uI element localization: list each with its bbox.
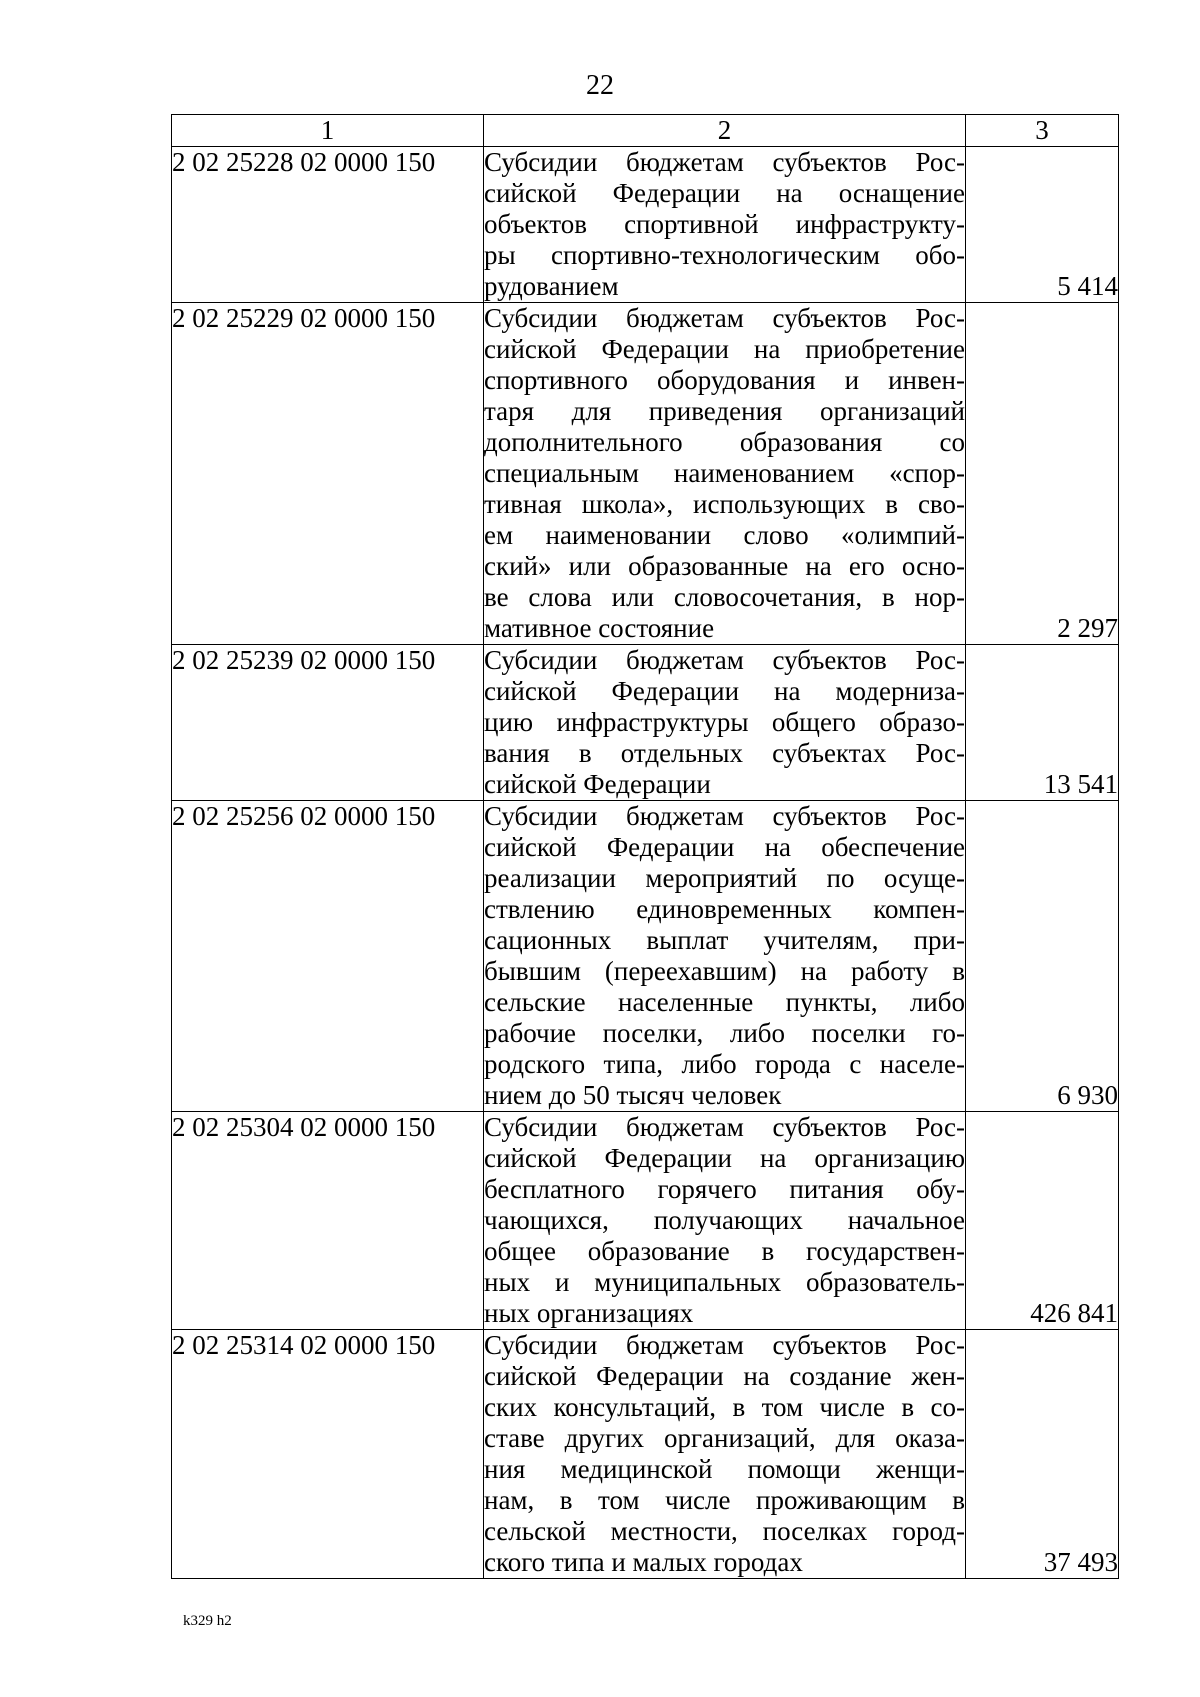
description-line: Субсидии бюджетам субъектов Рос-: [484, 1112, 965, 1142]
description-line: Субсидии бюджетам субъектов Рос-: [484, 645, 965, 675]
description-line: бесплатного горячего питания обу-: [484, 1174, 965, 1204]
budget-table: [171, 114, 1119, 1579]
description-line: ных организациях: [484, 1298, 694, 1328]
description-line: Субсидии бюджетам субъектов Рос-: [484, 147, 965, 177]
table-row: [172, 1330, 1119, 1579]
description-line: сийской Федерации: [484, 769, 711, 799]
description-cell: [484, 303, 966, 645]
description-line: сельской местности, поселках город-: [484, 1516, 965, 1546]
description-line: вания в отдельных субъектах Рос-: [484, 738, 965, 768]
description-line: специальным наименованием «спор-: [484, 458, 965, 488]
column-header-code: 1: [172, 115, 484, 147]
description-cell: [484, 645, 966, 801]
table-header: [172, 115, 1119, 147]
description-line: ставе других организаций, для оказа-: [484, 1423, 965, 1453]
amount-cell: 5 414: [966, 147, 1119, 303]
budget-code-cell: 2 02 25304 02 0000 150: [172, 1112, 484, 1330]
description-line: сийской Федерации на оснащение: [484, 178, 965, 208]
description-line: нием до 50 тысяч человек: [484, 1080, 782, 1110]
description-line: ных и муниципальных образователь-: [484, 1267, 965, 1297]
budget-code-cell: 2 02 25256 02 0000 150: [172, 801, 484, 1112]
description-line: ского типа и малых городах: [484, 1547, 803, 1577]
description-line: рабочие поселки, либо поселки го-: [484, 1018, 965, 1048]
description-cell: [484, 1330, 966, 1579]
description-line: Субсидии бюджетам субъектов Рос-: [484, 1330, 965, 1360]
description-line: сийской Федерации на обеспечение: [484, 832, 965, 862]
description-line: тивная школа», использующих в сво-: [484, 489, 965, 519]
description-line: чающихся, получающих начальное: [484, 1205, 965, 1235]
table-row: [172, 147, 1119, 303]
amount-cell: 13 541: [966, 645, 1119, 801]
description-line: сийской Федерации на создание жен-: [484, 1361, 965, 1391]
column-header-description: 2: [484, 115, 966, 147]
page-number: 22: [586, 70, 614, 101]
description-line: мативное состояние: [484, 613, 715, 643]
description-line: ствлению единовременных компен-: [484, 894, 965, 924]
description-line: ский» или образованные на его осно-: [484, 551, 965, 581]
description-line: сационных выплат учителям, при-: [484, 925, 965, 955]
footer-code: k329 h2: [183, 1613, 232, 1629]
table-row: [172, 303, 1119, 645]
column-header-amount: 3: [966, 115, 1119, 147]
table-body: [172, 147, 1119, 1579]
description-cell: [484, 801, 966, 1112]
description-line: Субсидии бюджетам субъектов Рос-: [484, 303, 965, 333]
description-line: родского типа, либо города с населе-: [484, 1049, 965, 1079]
table-row: [172, 801, 1119, 1112]
budget-code-cell: 2 02 25239 02 0000 150: [172, 645, 484, 801]
table-row: [172, 1112, 1119, 1330]
amount-cell: 37 493: [966, 1330, 1119, 1579]
description-line: сийской Федерации на приобретение: [484, 334, 965, 364]
description-line: реализации мероприятий по осуще-: [484, 863, 965, 893]
description-line: дополнительного образования со: [484, 427, 965, 457]
description-line: ния медицинской помощи женщи-: [484, 1454, 965, 1484]
description-line: общее образование в государствен-: [484, 1236, 965, 1266]
description-line: сийской Федерации на модерниза-: [484, 676, 965, 706]
description-line: таря для приведения организаций: [484, 396, 965, 426]
table-header-row: [172, 115, 1119, 147]
description-line: сельские населенные пункты, либо: [484, 987, 965, 1017]
description-line: нам, в том числе проживающим в: [484, 1485, 965, 1515]
description-line: спортивного оборудования и инвен-: [484, 365, 965, 395]
description-line: цию инфраструктуры общего образо-: [484, 707, 965, 737]
description-line: объектов спортивной инфраструкту-: [484, 209, 965, 239]
description-line: ских консультаций, в том числе в со-: [484, 1392, 965, 1422]
budget-code-cell: 2 02 25314 02 0000 150: [172, 1330, 484, 1579]
table-row: [172, 645, 1119, 801]
description-line: Субсидии бюджетам субъектов Рос-: [484, 801, 965, 831]
description-line: ры спортивно-технологическим обо-: [484, 240, 965, 270]
description-line: сийской Федерации на организацию: [484, 1143, 965, 1173]
description-cell: [484, 1112, 966, 1330]
amount-cell: 6 930: [966, 801, 1119, 1112]
amount-cell: 2 297: [966, 303, 1119, 645]
description-cell: [484, 147, 966, 303]
description-line: ем наименовании слово «олимпий-: [484, 520, 965, 550]
budget-code-cell: 2 02 25228 02 0000 150: [172, 147, 484, 303]
amount-cell: 426 841: [966, 1112, 1119, 1330]
description-line: рудованием: [484, 271, 619, 301]
description-line: бывшим (переехавшим) на работу в: [484, 956, 965, 986]
description-line: ве слова или словосочетания, в нор-: [484, 582, 965, 612]
budget-code-cell: 2 02 25229 02 0000 150: [172, 303, 484, 645]
